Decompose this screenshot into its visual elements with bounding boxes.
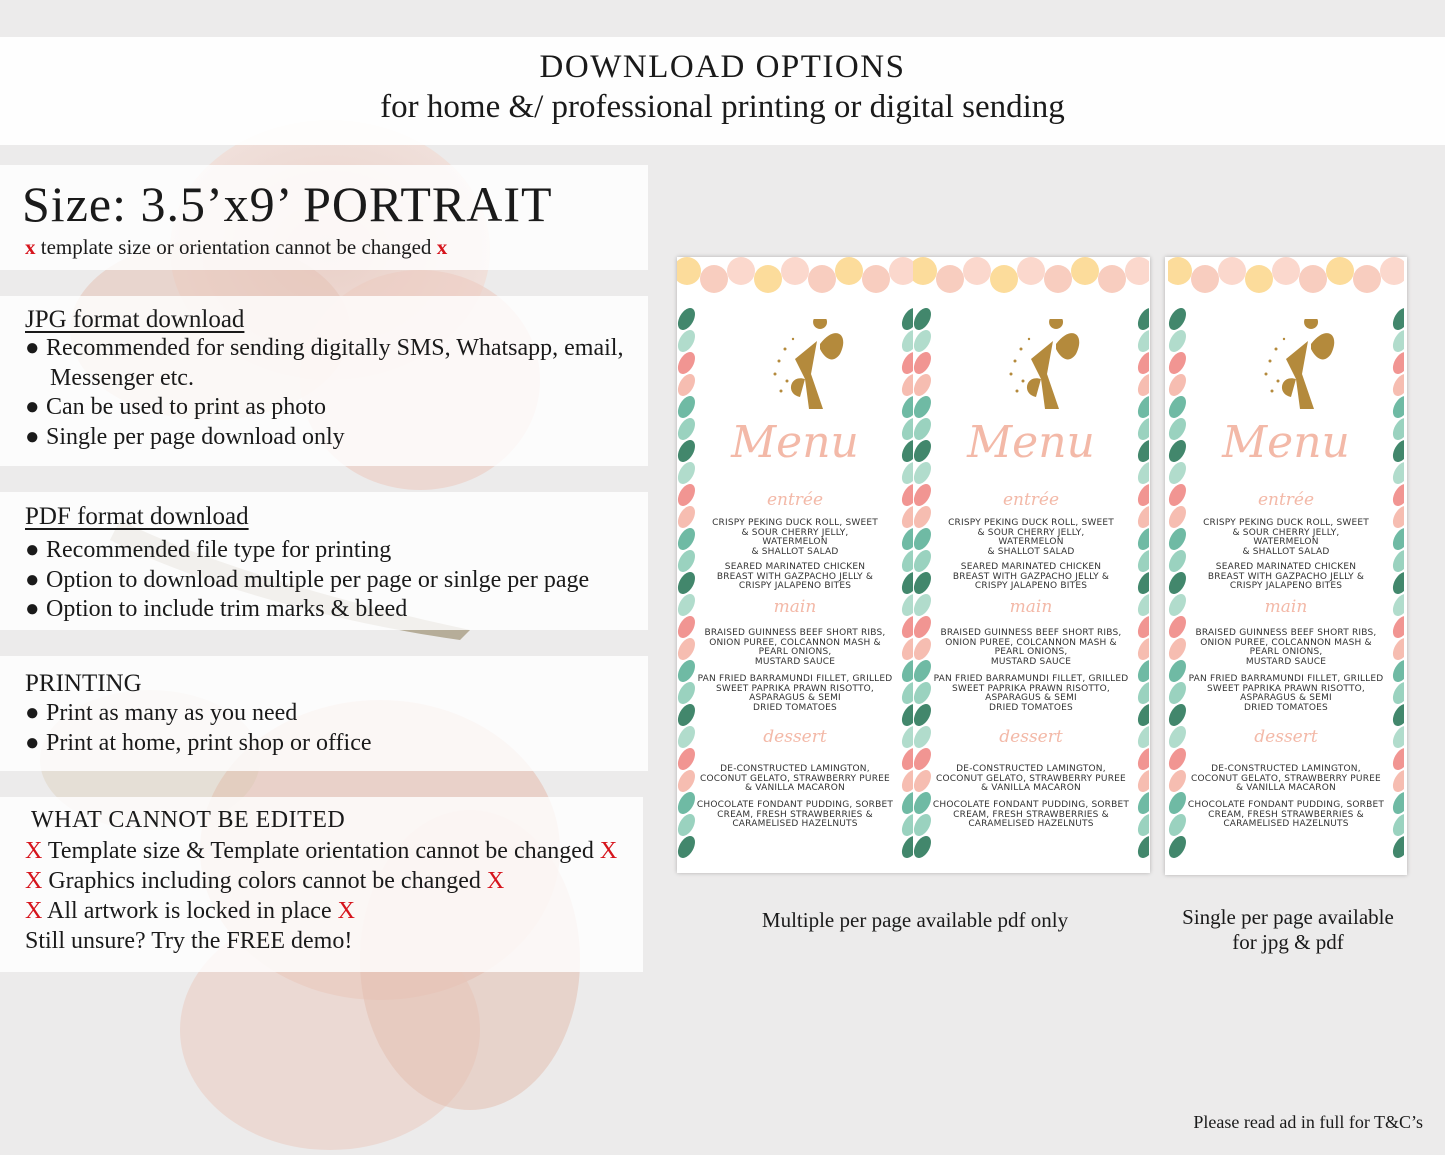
menu-item xyxy=(1168,765,1404,794)
menu-item-line: PEARL ONIONS, xyxy=(1249,647,1323,657)
menu-item xyxy=(677,519,913,557)
menu-item xyxy=(913,563,1149,592)
menu-item-line: PEARL ONIONS, xyxy=(994,647,1068,657)
menu-item xyxy=(913,629,1149,667)
menu-item-line: DRIED TOMATOES xyxy=(753,702,837,713)
course-entree: entrée xyxy=(766,490,824,510)
menu-item xyxy=(1168,563,1404,592)
menu-item-line: BREAST WITH GAZPACHO JELLY & xyxy=(716,571,874,582)
fairy-icon xyxy=(765,319,855,429)
menu-item-line: DRIED TOMATOES xyxy=(1244,702,1328,713)
course-dessert: dessert xyxy=(999,727,1063,747)
menu-item-line: CREAM, FRESH STRAWBERRIES & xyxy=(1208,809,1364,820)
cannot-edit-title: WHAT CANNOT BE EDITED xyxy=(31,807,346,833)
footer-note: Please read ad in full for T&C’s xyxy=(1193,1112,1423,1132)
printing-bullet: ● Print at home, print shop or office xyxy=(25,730,372,756)
menu-item-line: ONION PUREE, COLCANNON MASH & xyxy=(1200,637,1372,648)
course-main: main xyxy=(1009,597,1053,617)
menu-item-line: WATERMELON xyxy=(762,537,828,547)
caption-single: Single per page available for jpg & pdf xyxy=(1182,905,1394,954)
menu-item-line: CRISPY PEKING DUCK ROLL, SWEET xyxy=(1203,518,1369,528)
menu-item xyxy=(677,629,913,667)
menu-item-line: CRISPY JALAPENO BITES xyxy=(1229,581,1343,591)
header-banner xyxy=(0,37,1445,145)
menu-item-line: & VANILLA MACARON xyxy=(981,783,1081,793)
menu-item-line: COCONUT GELATO, STRAWBERRY PUREE xyxy=(1191,773,1381,784)
jpg-bullet: ● Can be used to print as photo xyxy=(25,394,326,420)
menu-column xyxy=(1168,257,1404,875)
pdf-bullet: ● Recommended file type for printing xyxy=(25,537,392,563)
menu-item-line: SEARED MARINATED CHICKEN xyxy=(960,562,1102,572)
pdf-bullet: ● Option to include trim marks & bleed xyxy=(25,596,408,622)
menu-item-line: ONION PUREE, COLCANNON MASH & xyxy=(709,637,881,648)
menu-item-line: CRISPY JALAPENO BITES xyxy=(974,581,1088,591)
menu-heading: Menu xyxy=(731,417,859,468)
menu-item-line: & VANILLA MACARON xyxy=(745,783,845,793)
menu-item xyxy=(913,801,1149,830)
menu-item-line: CRISPY JALAPENO BITES xyxy=(738,581,852,591)
menu-item-line: CREAM, FRESH STRAWBERRIES & xyxy=(717,809,873,820)
menu-item-line: CHOCOLATE FONDANT PUDDING, SORBET xyxy=(1187,800,1385,810)
menu-item-line: & SOUR CHERRY JELLY, xyxy=(1232,527,1340,538)
menu-item xyxy=(1168,519,1404,557)
jpg-bullet: ● Recommended for sending digitally SMS, Whatsapp, email, xyxy=(25,335,624,361)
menu-item-line: & SHALLOT SALAD xyxy=(1242,546,1330,557)
menu-item-line: CRISPY PEKING DUCK ROLL, SWEET xyxy=(948,518,1114,528)
menu-column xyxy=(913,257,1149,873)
menu-item-line: WATERMELON xyxy=(1253,537,1319,547)
menu-heading: Menu xyxy=(1222,417,1350,468)
printing-section-title: PRINTING xyxy=(25,670,142,697)
menu-item-line: & SOUR CHERRY JELLY, xyxy=(741,527,849,538)
cannot-edit-line: X Template size & Template orientation cannot be changed X xyxy=(25,838,618,864)
menu-item-line: BRAISED GUINNESS BEEF SHORT RIBS, xyxy=(704,628,886,638)
course-entree: entrée xyxy=(1002,490,1060,510)
page-subtitle: for home &/ professional printing or digital sending xyxy=(380,89,1065,125)
pdf-bullet: ● Option to download multiple per page or sinlge per page xyxy=(25,567,590,593)
menu-item-line: CARAMELISED HAZELNUTS xyxy=(732,819,858,829)
menu-item-line: ASPARAGUS & SEMI xyxy=(1240,693,1332,703)
jpg-bullet-continued: Messenger etc. xyxy=(50,365,194,391)
menu-item-line: BRAISED GUINNESS BEEF SHORT RIBS, xyxy=(940,628,1122,638)
menu-item xyxy=(913,765,1149,794)
menu-item-line: DE-CONSTRUCTED LAMINGTON, xyxy=(1211,764,1361,774)
menu-item xyxy=(677,765,913,794)
menu-item-line: MUSTARD SAUCE xyxy=(1245,656,1327,667)
menu-item-line: COCONUT GELATO, STRAWBERRY PUREE xyxy=(700,773,890,784)
menu-item xyxy=(1168,629,1404,667)
menu-item-line: & VANILLA MACARON xyxy=(1236,783,1336,793)
course-main: main xyxy=(1264,597,1308,617)
menu-item-line: PAN FRIED BARRAMUNDI FILLET, GRILLED xyxy=(1188,674,1384,684)
x-mark: x xyxy=(436,235,448,259)
menu-item-line: CHOCOLATE FONDANT PUDDING, SORBET xyxy=(696,800,894,810)
x-mark: x xyxy=(25,235,36,259)
menu-item-line: SWEET PAPRIKA PRAWN RISOTTO, xyxy=(1206,683,1365,694)
menu-item-line: DE-CONSTRUCTED LAMINGTON, xyxy=(720,764,870,774)
menu-item xyxy=(913,519,1149,557)
menu-preview-single xyxy=(1165,257,1407,875)
demo-line: Still unsure? Try the FREE demo! xyxy=(25,928,353,954)
fairy-icon xyxy=(1001,319,1091,429)
menu-column xyxy=(677,257,913,873)
menu-item-line: CHOCOLATE FONDANT PUDDING, SORBET xyxy=(932,800,1130,810)
size-note-text: template size or orientation cannot be changed xyxy=(40,235,432,259)
menu-item xyxy=(1168,675,1404,713)
menu-item-line: BREAST WITH GAZPACHO JELLY & xyxy=(952,571,1110,582)
menu-item-line: PEARL ONIONS, xyxy=(758,647,832,657)
pdf-section-title: PDF format download xyxy=(25,503,249,530)
menu-item-line: COCONUT GELATO, STRAWBERRY PUREE xyxy=(936,773,1126,784)
menu-item-line: SWEET PAPRIKA PRAWN RISOTTO, xyxy=(715,683,874,694)
menu-item-line: ONION PUREE, COLCANNON MASH & xyxy=(945,637,1117,648)
menu-item-line: BRAISED GUINNESS BEEF SHORT RIBS, xyxy=(1195,628,1377,638)
menu-item-line: DE-CONSTRUCTED LAMINGTON, xyxy=(956,764,1106,774)
menu-item-line: CREAM, FRESH STRAWBERRIES & xyxy=(953,809,1109,820)
jpg-section-title: JPG format download xyxy=(25,306,245,333)
menu-item-line: PAN FRIED BARRAMUNDI FILLET, GRILLED xyxy=(697,674,893,684)
menu-item-line: SEARED MARINATED CHICKEN xyxy=(1215,562,1357,572)
menu-item-line: CRISPY PEKING DUCK ROLL, SWEET xyxy=(712,518,878,528)
menu-heading: Menu xyxy=(967,417,1095,468)
course-entree: entrée xyxy=(1257,490,1315,510)
cannot-edit-line: X All artwork is locked in place X xyxy=(25,898,355,924)
menu-item-line: ASPARAGUS & SEMI xyxy=(749,693,841,703)
menu-item-line: PAN FRIED BARRAMUNDI FILLET, GRILLED xyxy=(933,674,1129,684)
menu-item-line: MUSTARD SAUCE xyxy=(990,656,1072,667)
menu-preview-multiple xyxy=(677,257,1150,873)
menu-item-line: WATERMELON xyxy=(998,537,1064,547)
size-title: Size: 3.5’x9’ PORTRAIT xyxy=(22,176,553,232)
menu-item xyxy=(677,801,913,830)
cannot-edit-line: X Graphics including colors cannot be changed X xyxy=(25,868,505,894)
page-title: DOWNLOAD OPTIONS xyxy=(539,49,906,85)
size-note xyxy=(25,235,447,260)
menu-item xyxy=(1168,801,1404,830)
fairy-icon xyxy=(1256,319,1346,429)
menu-item-line: & SHALLOT SALAD xyxy=(987,546,1075,557)
menu-item xyxy=(677,563,913,592)
printing-bullet: ● Print as many as you need xyxy=(25,700,298,726)
menu-item xyxy=(677,675,913,713)
jpg-bullet: ● Single per page download only xyxy=(25,424,345,450)
menu-item-line: SWEET PAPRIKA PRAWN RISOTTO, xyxy=(951,683,1110,694)
course-dessert: dessert xyxy=(1254,727,1318,747)
menu-item-line: & SHALLOT SALAD xyxy=(751,546,839,557)
menu-item-line: BREAST WITH GAZPACHO JELLY & xyxy=(1207,571,1365,582)
menu-item-line: MUSTARD SAUCE xyxy=(754,656,836,667)
menu-item-line: DRIED TOMATOES xyxy=(989,702,1073,713)
menu-item-line: CARAMELISED HAZELNUTS xyxy=(968,819,1094,829)
course-dessert: dessert xyxy=(763,727,827,747)
menu-item xyxy=(913,675,1149,713)
course-main: main xyxy=(773,597,817,617)
menu-item-line: & SOUR CHERRY JELLY, xyxy=(977,527,1085,538)
menu-item-line: ASPARAGUS & SEMI xyxy=(985,693,1077,703)
caption-multiple: Multiple per page available pdf only xyxy=(761,908,1069,932)
menu-item-line: SEARED MARINATED CHICKEN xyxy=(724,562,866,572)
menu-item-line: CARAMELISED HAZELNUTS xyxy=(1223,819,1349,829)
